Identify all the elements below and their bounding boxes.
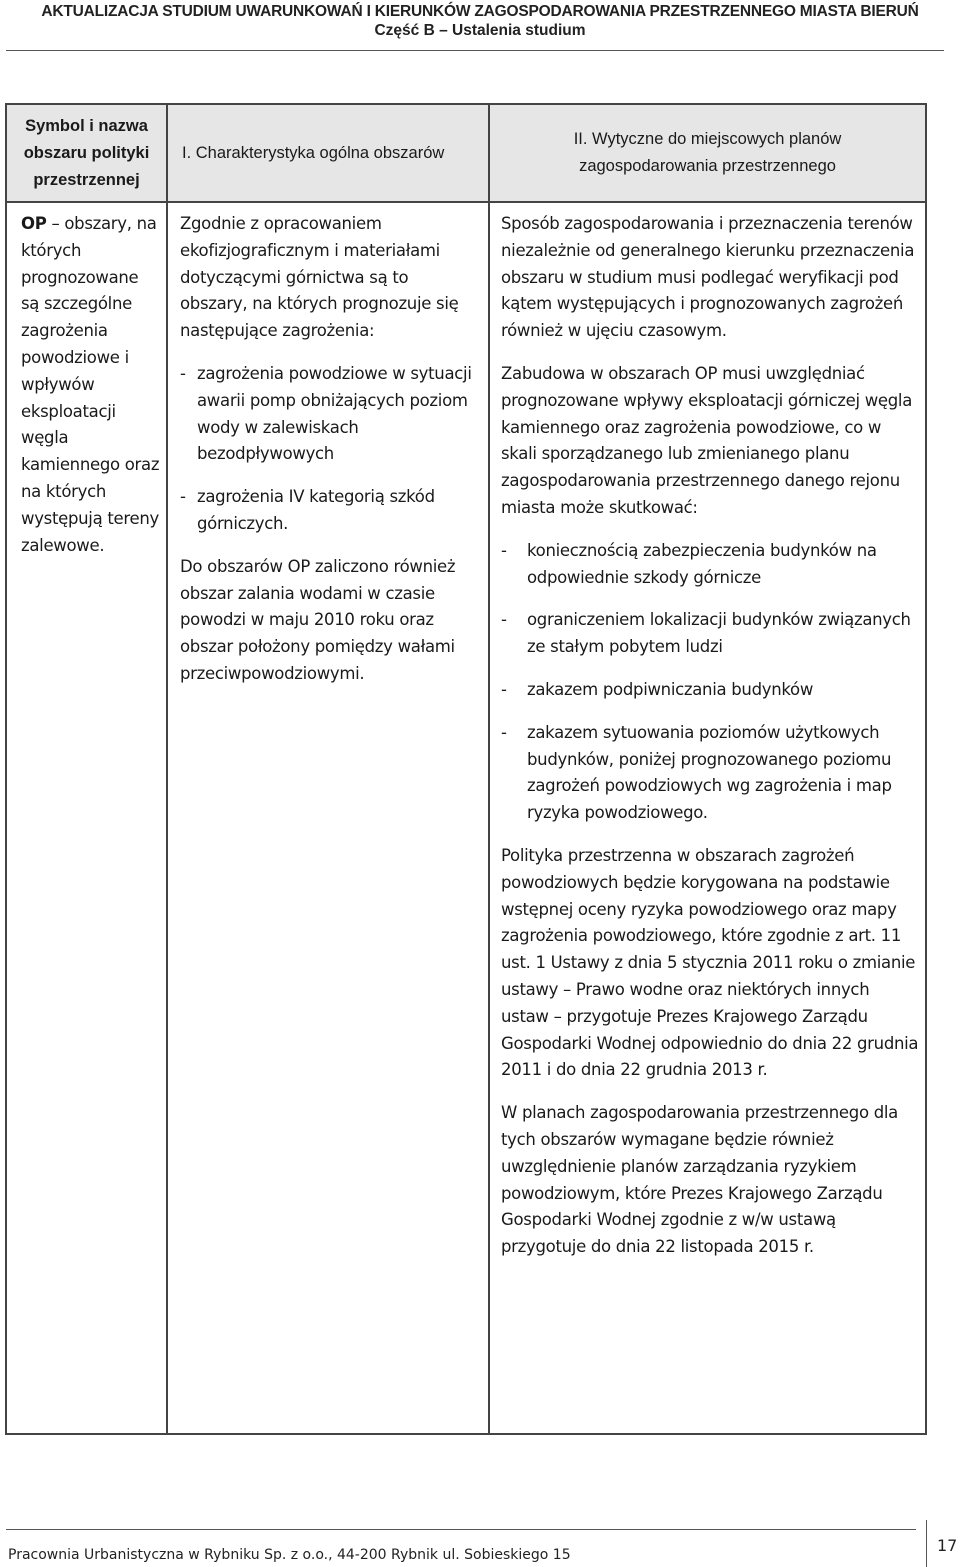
list-item (501, 720, 921, 827)
list-dash: - (180, 363, 186, 383)
list-item (180, 484, 480, 538)
area-name: – obszary, na których prognozowane są szczególne zagrożenia powodziowe i wpływów eksploatacji węgla kamiennego oraz na których występują tereny zalewowe. (21, 214, 160, 555)
guidelines-paragraph: Polityka przestrzenna w obszarach zagrożeń powodziowych będzie korygowana na podstawie wstępnej oceny ryzyka powodziowego oraz mapy zagrożenia powodziowego, które zgodnie z art. 11 ust. 1 Ustawy z dnia 5 stycznia 2011 roku o zmianie ustawy – Prawo wodne oraz niektórych innych ustaw – przygotuje Prezes Krajowego Zarządu Gospodarki Wodnej odpowiednio do dnia 22 grudnia 2011 i do dnia 22 grudnia 2013 r. (501, 845, 919, 1080)
list-item (501, 677, 921, 704)
list-dash: - (501, 679, 507, 699)
list-dash: - (180, 487, 186, 507)
area-symbol: OP (21, 214, 47, 233)
guidelines-content (490, 203, 925, 1291)
list-item (180, 361, 480, 468)
list-item-text: zakazem sytuowania poziomów użytkowych budynków, poniżej prognozowanego poziomu zagrożeń powodziowych wg zagrożenia i map ryzyka powodziowego. (527, 722, 892, 823)
list-item (501, 538, 921, 592)
document-header-title: AKTUALIZACJA STUDIUM UWARUNKOWAŃ I KIERUNKÓW ZAGOSPODAROWANIA PRZESTRZENNEGO MIASTA BIERUŃ (41, 3, 919, 20)
header-cell-symbol (6, 104, 167, 202)
list-dash: - (501, 540, 507, 560)
header-cell-guidelines (489, 104, 926, 202)
footer-divider (6, 1529, 916, 1530)
header-symbol-label: Symbol i nazwa obszaru polityki przestrzennej (23, 116, 150, 189)
policy-table (5, 103, 927, 1435)
characteristics-intro: Zgodnie z opracowaniem ekofizjograficznym i materiałami dotyczącymi górnictwa są to obszary, na których prognozuje się następujące zagrożenia: (180, 214, 459, 341)
list-item (501, 607, 921, 661)
table-header-row (6, 104, 926, 202)
page-number-divider (926, 1520, 927, 1567)
list-item-text: zagrożenia powodziowe w sytuacji awarii pomp obniżających poziom wody w zalewiskach bezodpływowych (197, 363, 472, 464)
area-description (7, 203, 166, 559)
footer-text: Pracownia Urbanistyczna w Rybniku Sp. z o.o., 44-200 Rybnik ul. Sobieskiego 15 (8, 1547, 571, 1563)
characteristics-content (168, 203, 488, 688)
characteristics-outro: Do obszarów OP zaliczono również obszar zalania wodami w czasie powodzi w maju 2010 roku oraz obszar położony pomiędzy wałami przeciwpowodziowymi. (180, 556, 456, 683)
guidelines-paragraph: W planach zagospodarowania przestrzennego dla tych obszarów wymagane będzie również uwzględnienie planów zarządzania ryzykiem powodziowym, które Prezes Krajowego Zarządu Gospodarki Wodnej zgodnie z w/w ustawą przygotuje do dnia 22 listopada 2015 r. (501, 1103, 898, 1257)
table-row (6, 202, 926, 1434)
header-characteristics-label: I. Charakterystyka ogólna obszarów (182, 143, 445, 162)
cell-guidelines (489, 202, 926, 1434)
header-cell-characteristics (167, 104, 489, 202)
list-dash: - (501, 610, 507, 630)
page-number: 17 (937, 1536, 958, 1555)
list-dash: - (501, 722, 507, 742)
header-divider (6, 50, 944, 51)
guidelines-paragraph: Zabudowa w obszarach OP musi uwzględniać prognozowane wpływy eksploatacji górniczej węgla kamiennego oraz zagrożenia powodziowe, co w skali sporządzanego lub zmienianego planu zagospodarowania przestrzennego danego rejonu miasta może skutkować: (501, 363, 913, 517)
list-item-text: zagrożenia IV kategorią szkód górniczych. (197, 487, 435, 533)
cell-symbol (6, 202, 167, 1434)
list-item-text: ograniczeniem lokalizacji budynków związanych ze stałym pobytem ludzi (527, 610, 911, 657)
cell-characteristics (167, 202, 489, 1434)
header-guidelines-label: II. Wytyczne do miejscowych planów zagospodarowania przestrzennego (573, 130, 842, 175)
list-item-text: zakazem podpiwniczania budynków (527, 679, 814, 699)
guidelines-paragraph: Sposób zagospodarowania i przeznaczenia terenów niezależnie od generalnego kierunku przeznaczenia obszaru w studium musi podlegać weryfikacji pod kątem występujących i prognozowanych zagrożeń również w ujęciu czasowym. (501, 214, 915, 341)
list-item-text: koniecznością zabezpieczenia budynków na odpowiednie szkody górnicze (527, 540, 877, 587)
document-header-subtitle: Część B – Ustalenia studium (374, 22, 586, 39)
